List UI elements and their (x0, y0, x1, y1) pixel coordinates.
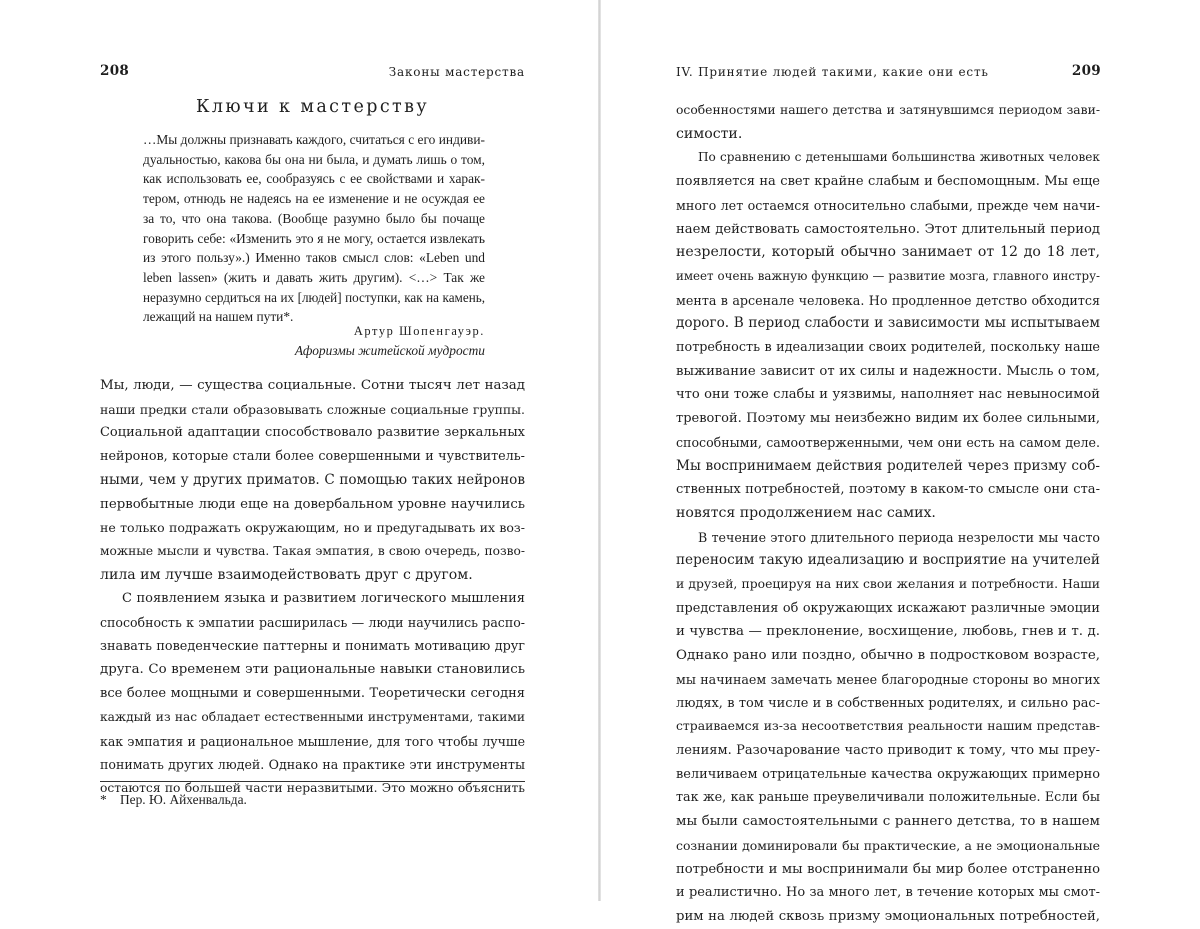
text-line: способными, самоотверженными, чем они есть на самом деле. (676, 434, 1100, 450)
text-line: знавать поведенческие паттерны и понимать мотивацию друг (100, 638, 525, 654)
epigraph-line: лежащий на нашем пути*. (143, 309, 294, 325)
text-line: наем действовать самостоятельно. Этот длительный период (676, 221, 1100, 237)
text-line: имеет очень важную функцию — развитие мозга, главного инстру- (676, 268, 1100, 283)
text-line: друга. Со временем эти рациональные навыки становились (100, 662, 525, 678)
text-line: много лет остаемся относительно слабыми, прежде чем начи- (676, 197, 1100, 213)
epigraph-source: Афоризмы житейской мудрости (294, 343, 485, 358)
page-number: 208 (100, 63, 130, 79)
text-line: дорого. В период слабости и зависимости мы испытываем (676, 315, 1100, 332)
epigraph (143, 130, 485, 327)
text-line: переносим такую идеализацию и восприятие на учителей (676, 552, 1100, 569)
text-line: выживание зависит от их силы и надежности. Мысль о том, (676, 363, 1100, 379)
text-line: так же, как раньше преувеличивали положительные. Если бы (676, 790, 1100, 806)
text-line: появляется на свет крайне слабым и беспомощным. Мы еще (676, 174, 1100, 190)
text-line: лениям. Разочарование часто приводит к тому, что мы преу- (676, 742, 1100, 758)
text-line: Мы воспринимаем действия родителей через призму соб- (676, 457, 1100, 474)
text-line: тревогой. Поэтому мы неизбежно видим их более сильными, (676, 411, 1100, 427)
text-line: наши предки стали образовывать сложные социальные группы. (100, 401, 525, 417)
text-line: понимать других людей. Однако на практике эти инструменты (100, 757, 525, 773)
text-line: можные мысли и чувства. Такая эмпатия, в свою очередь, позво- (100, 543, 525, 558)
text-line: способность к эмпатии расширилась — люди научились распо- (100, 615, 525, 631)
epigraph-line: leben lassen» (жить и давать жить другим). <…> Так же (143, 269, 485, 285)
epigraph-line: из этого пользу».) Именно таков смысл слов: «Leben und (143, 250, 485, 266)
epigraph-line: дуальностью, какова бы она ни была, и думать лишь о том, (143, 151, 485, 167)
text-line: и чувства — преклонение, восхищение, любовь, гнев и т. д. (676, 624, 1100, 640)
text-line: новятся продолжением нас самих. (676, 504, 936, 521)
text-line: Однако рано или поздно, обычно в подростковом возрасте, (676, 648, 1100, 664)
text-line: все более мощными и совершенными. Теоретически сегодня (100, 686, 525, 702)
left-page (0, 0, 598, 901)
text-line: Социальной адаптации способствовало развитие зеркальных (100, 425, 525, 441)
footnote-mark: * (100, 792, 107, 807)
section-title: Ключи к мастерству (195, 97, 430, 117)
epigraph-line: говорить себе: «Изменить это я не могу, остается извлекать (143, 230, 485, 246)
text-line: симости. (676, 125, 743, 142)
epigraph-line: как использовать ее, сообразуясь с ее свойствами и харак- (143, 171, 485, 187)
text-line: рим на людей сквозь призму эмоциональных потребностей, (676, 908, 1100, 924)
right-page (601, 0, 1200, 924)
epigraph-line: …Мы должны признавать каждого, считаться с его индиви- (143, 132, 485, 147)
running-head: IV. Принятие людей такими, какие они есть (676, 65, 989, 79)
text-line: мента в арсенале человека. Но продленное детство обходится (676, 292, 1100, 308)
text-line: страиваемся из-за несоответствия реальности нашим представ- (676, 719, 1100, 734)
text-line: С появлением языка и развитием логического мышления (122, 591, 525, 607)
footnote (100, 791, 247, 809)
epigraph-author: Артур Шопенгауэр. (353, 324, 485, 338)
text-line: По сравнению с детенышами большинства животных человек (698, 150, 1100, 165)
text-line: величиваем отрицательные качества окружающих примерно (676, 766, 1100, 782)
text-line: остаются по большей части неразвитыми. Это можно объяснить (100, 780, 525, 795)
text-line: и друзей, проецируя на них свои желания и потребности. Наши (676, 577, 1100, 592)
text-line: мы начинаем замечать менее благородные стороны во многих (676, 671, 1100, 687)
text-line: лила им лучше взаимодействовать друг с другом. (100, 566, 473, 583)
footnote-divider (100, 781, 525, 782)
epigraph-line: тером, отнюдь не надеясь на ее изменение и не осуждая ее (143, 191, 485, 207)
text-line: и реалистично. Но за много лет, в течение которых мы смот- (676, 885, 1100, 901)
epigraph-line: за то, что она такова. (Вообще разумно было бы почаще (143, 210, 485, 226)
text-line: не только подражать окружающим, но и предугадывать их воз- (100, 520, 525, 536)
epigraph-line: неразумно сердиться на их [людей] поступки, как на камень, (143, 289, 485, 305)
running-head: Законы мастерства (388, 65, 525, 79)
text-line: мы были самостоятельными с раннего детства, то в нашем (676, 814, 1100, 830)
text-line: В течение этого длительного периода незрелости мы часто (698, 529, 1100, 545)
page-number: 209 (1071, 63, 1101, 79)
text-line: незрелости, который обычно занимает от 12 до 18 лет, (676, 244, 1100, 261)
text-line: сознании доминировали бы практические, а не эмоциональные (676, 837, 1100, 853)
text-line: Мы, люди, — существа социальные. Сотни тысяч лет назад (100, 378, 525, 393)
text-line: потребность в идеализации своих родителей, поскольку наше (676, 340, 1100, 356)
text-line: каждый из нас обладает естественными инструментами, такими (100, 709, 525, 724)
text-line: особенностями нашего детства и затянувшимся периодом зави- (676, 103, 1100, 117)
body-text (100, 374, 525, 801)
text-line: потребности и мы воспринимали бы мир более отстраненно (676, 861, 1100, 877)
text-line: первобытные люди еще на довербальном уровне научились (100, 496, 525, 512)
text-line: нейронов, которые стали более совершенными и чувствитель- (100, 449, 525, 465)
text-line: что они тоже слабы и уязвимы, наполняет нас невыносимой (676, 387, 1100, 403)
text-line: ными, чем у других приматов. С помощью таких нейронов (100, 471, 525, 488)
footnote-text: Пер. Ю. Айхенвальда. (120, 792, 247, 807)
text-line: людях, в том числе и в собственных родителях, и сильно рас- (676, 695, 1100, 711)
text-line: как эмпатия и рациональное мышление, для того чтобы лучше (100, 733, 525, 749)
text-line: представления об окружающих искажают различные эмоции (676, 600, 1100, 616)
body-text (676, 99, 1100, 929)
text-line: ственных потребностей, поэтому в каком-то смысле они ста- (676, 482, 1100, 498)
